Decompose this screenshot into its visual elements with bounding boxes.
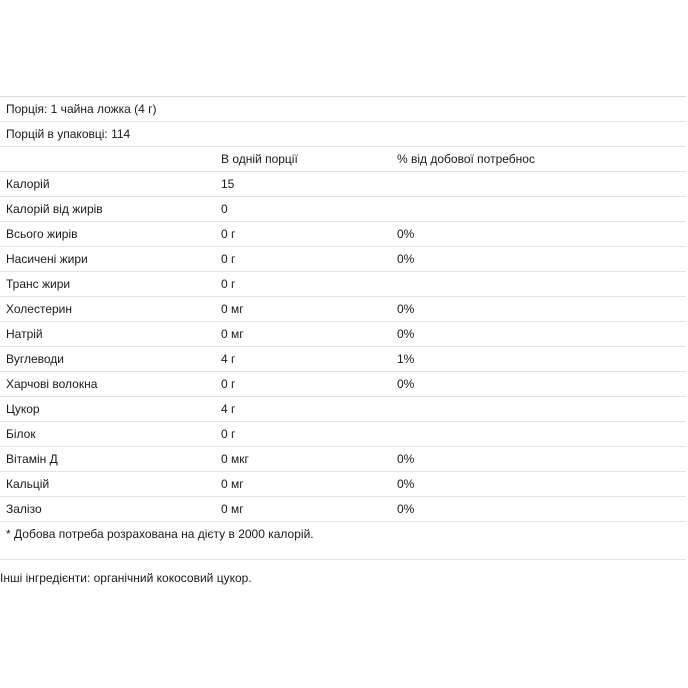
per-serving-amount: 4 г (221, 402, 236, 416)
table-row (0, 247, 686, 272)
table-row (0, 422, 686, 447)
table-header-row (0, 147, 686, 172)
daily-value-footnote: * Добова потреба розрахована на дієту в 2000 калорій. (6, 527, 314, 541)
daily-value-percent: 0% (397, 377, 415, 391)
other-ingredients: Інші інгредієнти: органічний кокосовий цукор. (0, 571, 252, 585)
table-row (0, 372, 686, 397)
nutrient-name: Цукор (6, 402, 40, 416)
nutrient-name: Кальцій (6, 477, 50, 491)
servings-per-container-row (0, 122, 686, 147)
daily-value-percent: 0% (397, 452, 415, 466)
nutrition-facts-table (0, 96, 686, 560)
table-row (0, 297, 686, 322)
nutrient-name: Транс жири (6, 277, 71, 291)
serving-size: Порція: 1 чайна ложка (4 г) (6, 102, 157, 116)
nutrient-name: Калорій (6, 177, 50, 191)
per-serving-amount: 0 мкг (221, 452, 249, 466)
per-serving-amount: 0 г (221, 252, 236, 266)
per-serving-amount: 15 (221, 177, 235, 191)
table-row (0, 447, 686, 472)
per-serving-amount: 0 г (221, 377, 236, 391)
nutrient-name: Харчові волокна (6, 377, 98, 391)
footnote-row (0, 522, 686, 560)
nutrient-name: Вуглеводи (6, 352, 65, 366)
daily-value-percent: 1% (397, 352, 415, 366)
nutrient-name: Холестерин (6, 302, 72, 316)
daily-value-percent: 0% (397, 302, 415, 316)
per-serving-amount: 0 г (221, 227, 236, 241)
header-daily-value: % від добової потребнос (397, 152, 535, 166)
nutrient-name: Білок (6, 427, 36, 441)
table-row (0, 497, 686, 522)
daily-value-percent: 0% (397, 227, 415, 241)
per-serving-amount: 0 (221, 202, 228, 216)
nutrient-name: Калорій від жирів (6, 202, 103, 216)
table-row (0, 472, 686, 497)
per-serving-amount: 0 г (221, 427, 236, 441)
table-row (0, 272, 686, 297)
per-serving-amount: 0 г (221, 277, 236, 291)
daily-value-percent: 0% (397, 252, 415, 266)
per-serving-amount: 4 г (221, 352, 236, 366)
nutrient-name: Натрій (6, 327, 43, 341)
per-serving-amount: 0 мг (221, 302, 244, 316)
table-row (0, 197, 686, 222)
table-row (0, 347, 686, 372)
nutrient-name: Всього жирів (6, 227, 78, 241)
serving-size-row (0, 97, 686, 122)
table-row (0, 397, 686, 422)
daily-value-percent: 0% (397, 477, 415, 491)
table-row (0, 222, 686, 247)
daily-value-percent: 0% (397, 327, 415, 341)
per-serving-amount: 0 мг (221, 327, 244, 341)
table-row (0, 322, 686, 347)
nutrient-name: Насичені жири (6, 252, 88, 266)
servings-per-container: Порцій в упаковці: 114 (6, 127, 131, 141)
nutrient-name: Залізо (6, 502, 42, 516)
per-serving-amount: 0 мг (221, 477, 244, 491)
table-row (0, 172, 686, 197)
per-serving-amount: 0 мг (221, 502, 244, 516)
nutrient-name: Вітамін Д (6, 452, 58, 466)
header-per-serving: В одній порції (221, 152, 298, 166)
daily-value-percent: 0% (397, 502, 415, 516)
